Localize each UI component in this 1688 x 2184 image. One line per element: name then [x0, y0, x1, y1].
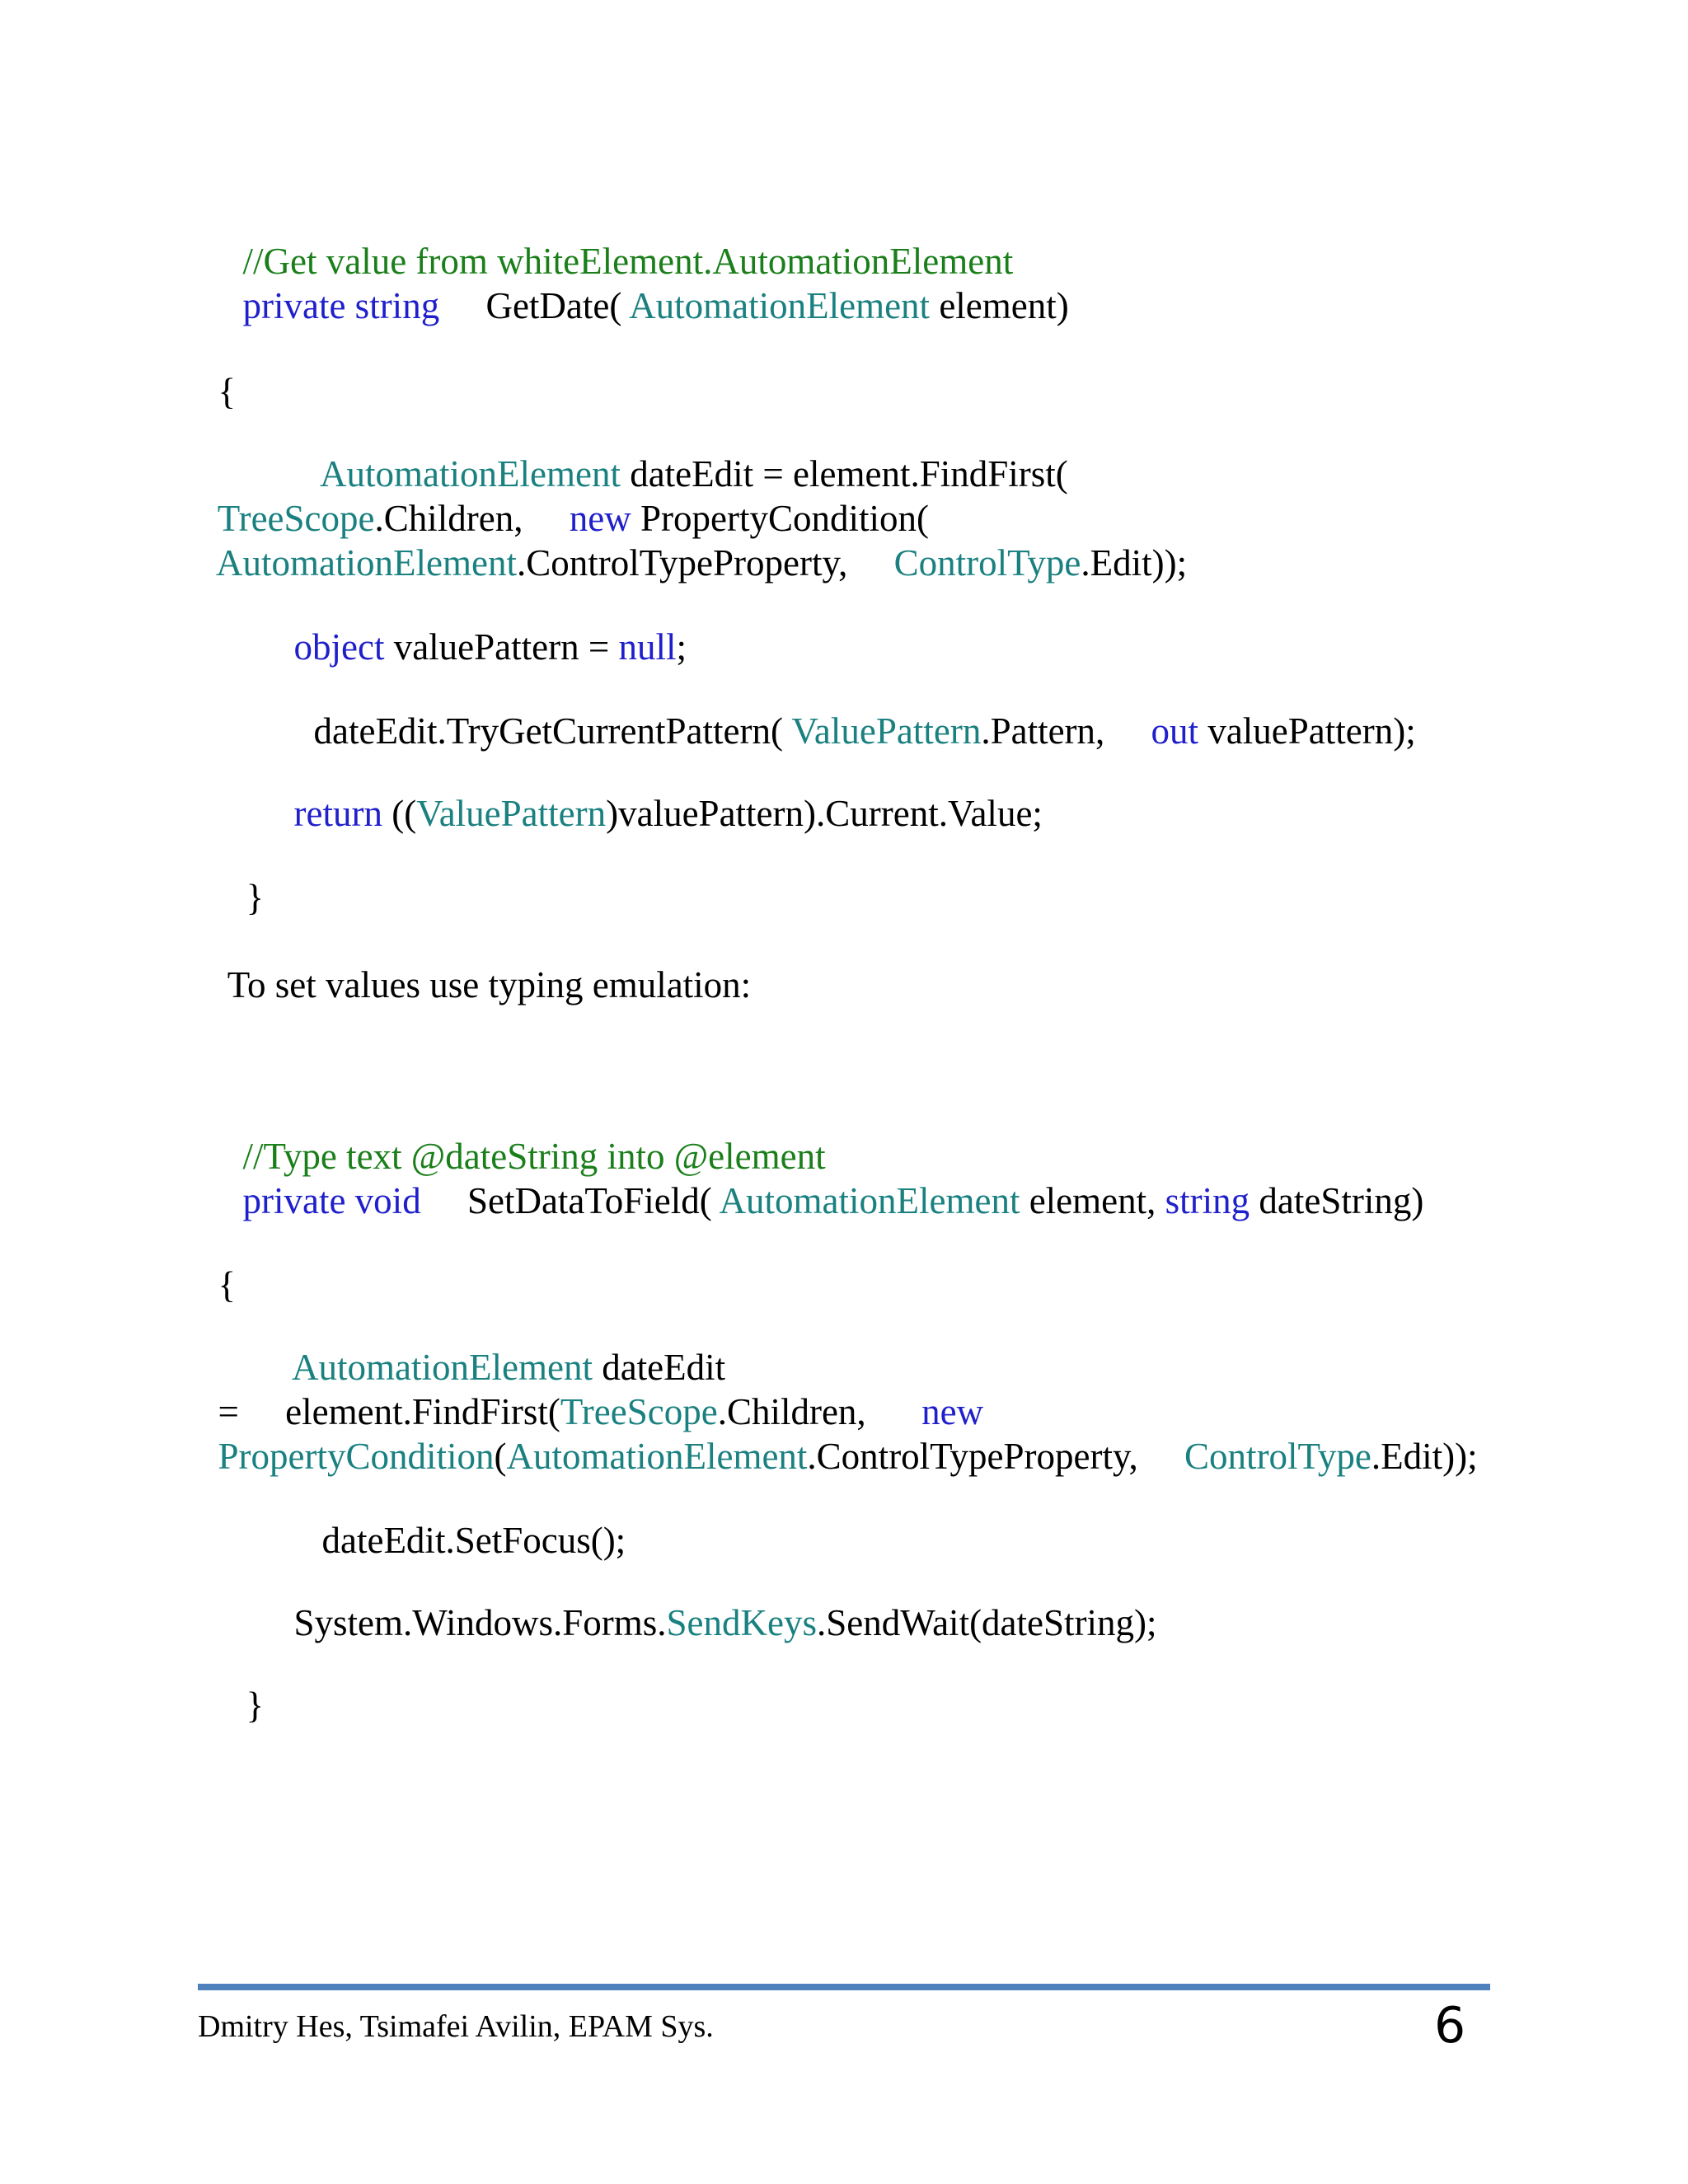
code-text: .ControlTypeProperty,: [807, 1436, 1138, 1477]
keyword-private-void: private void: [242, 1180, 421, 1221]
brace: {: [218, 1264, 237, 1305]
code-text: .SendWait(dateString);: [816, 1602, 1157, 1643]
code-signature-setdatatofield: [224, 1146, 1423, 1220]
code-line-trygetpattern: [295, 676, 1416, 750]
keyword-out: out: [1151, 710, 1199, 752]
param-name: element,: [1029, 1180, 1156, 1221]
keyword-null: null: [618, 626, 677, 668]
type-name: ValuePattern: [791, 710, 982, 752]
code-text: .Children,: [717, 1391, 866, 1432]
comment-text: //Get value from whiteElement.AutomationElement: [242, 241, 1014, 282]
code-text: dateEdit: [602, 1347, 726, 1388]
type-name: AutomationElement: [292, 1347, 593, 1388]
code-line-setfocus: [303, 1485, 626, 1559]
keyword-new: new: [921, 1391, 984, 1432]
footer-authors: Dmitry Hes, Tsimafei Avilin, EPAM Sys.: [198, 2009, 714, 2044]
page-number: 6: [1434, 1997, 1466, 2055]
type-name: PropertyCondition: [218, 1436, 495, 1477]
code-text: PropertyCondition(: [640, 498, 929, 539]
code-text: .ControlTypeProperty,: [516, 542, 848, 583]
type-name: ValuePattern: [416, 793, 607, 834]
method-name: SetDataToField(: [467, 1180, 712, 1221]
keyword-object: object: [293, 626, 385, 668]
keyword-return: return: [293, 793, 382, 834]
code-text: )valuePattern).Current.Value;: [606, 793, 1043, 834]
code-line-return: [275, 758, 1043, 832]
footer-divider: [198, 1984, 1490, 1990]
code-text: dateEdit.SetFocus();: [321, 1520, 626, 1561]
code-text: dateEdit = element.FindFirst(: [630, 453, 1068, 494]
code-text: ((: [392, 793, 417, 834]
code-line-object: [275, 592, 687, 666]
code-line-controltype: [199, 508, 1187, 582]
brace: }: [246, 1685, 265, 1726]
code-line-propertycondition: [199, 1401, 1478, 1475]
code-text: valuePattern =: [393, 626, 610, 668]
keyword-new: new: [569, 498, 631, 539]
type-name: SendKeys: [666, 1602, 817, 1643]
brace: {: [218, 371, 237, 412]
method-name: GetDate(: [485, 285, 622, 326]
param-name: dateString): [1259, 1180, 1424, 1221]
code-open-brace: [199, 336, 236, 410]
code-text: .Edit));: [1371, 1436, 1478, 1477]
type-name: AutomationElement: [320, 453, 621, 494]
keyword-private-string: private string: [242, 285, 440, 326]
type-name: TreeScope: [560, 1391, 718, 1432]
type-name: AutomationElement: [216, 542, 517, 583]
code-text: .Children,: [374, 498, 523, 539]
code-text: System.Windows.Forms.: [293, 1602, 667, 1643]
code-text: dateEdit.TryGetCurrentPattern(: [313, 710, 783, 752]
type-name: ControlType: [1184, 1436, 1372, 1477]
code-text: .Pattern,: [981, 710, 1105, 752]
code-signature-getdate: [224, 251, 1069, 325]
comment-text: //Type text @dateString into @element: [242, 1136, 826, 1177]
code-text: =: [218, 1391, 239, 1432]
keyword-string: string: [1165, 1180, 1250, 1221]
paragraph-text: To set values use typing emulation:: [227, 964, 752, 1005]
type-name: AutomationElement: [506, 1436, 808, 1477]
type-name: AutomationElement: [719, 1180, 1020, 1221]
body-paragraph: [209, 930, 751, 1004]
type-name: ControlType: [893, 542, 1081, 583]
code-close-brace: [227, 1650, 264, 1724]
code-text: (: [494, 1436, 507, 1477]
code-text: ;: [676, 626, 687, 668]
code-text: element.FindFirst(: [285, 1391, 560, 1432]
param-name: element): [939, 285, 1069, 326]
code-close-brace: [227, 842, 264, 916]
code-line-sendkeys: [275, 1568, 1157, 1642]
code-open-brace: [199, 1230, 236, 1304]
code-text: .Edit));: [1081, 542, 1188, 583]
code-text: valuePattern);: [1207, 710, 1416, 752]
type-name: TreeScope: [217, 498, 375, 539]
brace: }: [246, 877, 265, 918]
type-name: AutomationElement: [629, 285, 931, 326]
